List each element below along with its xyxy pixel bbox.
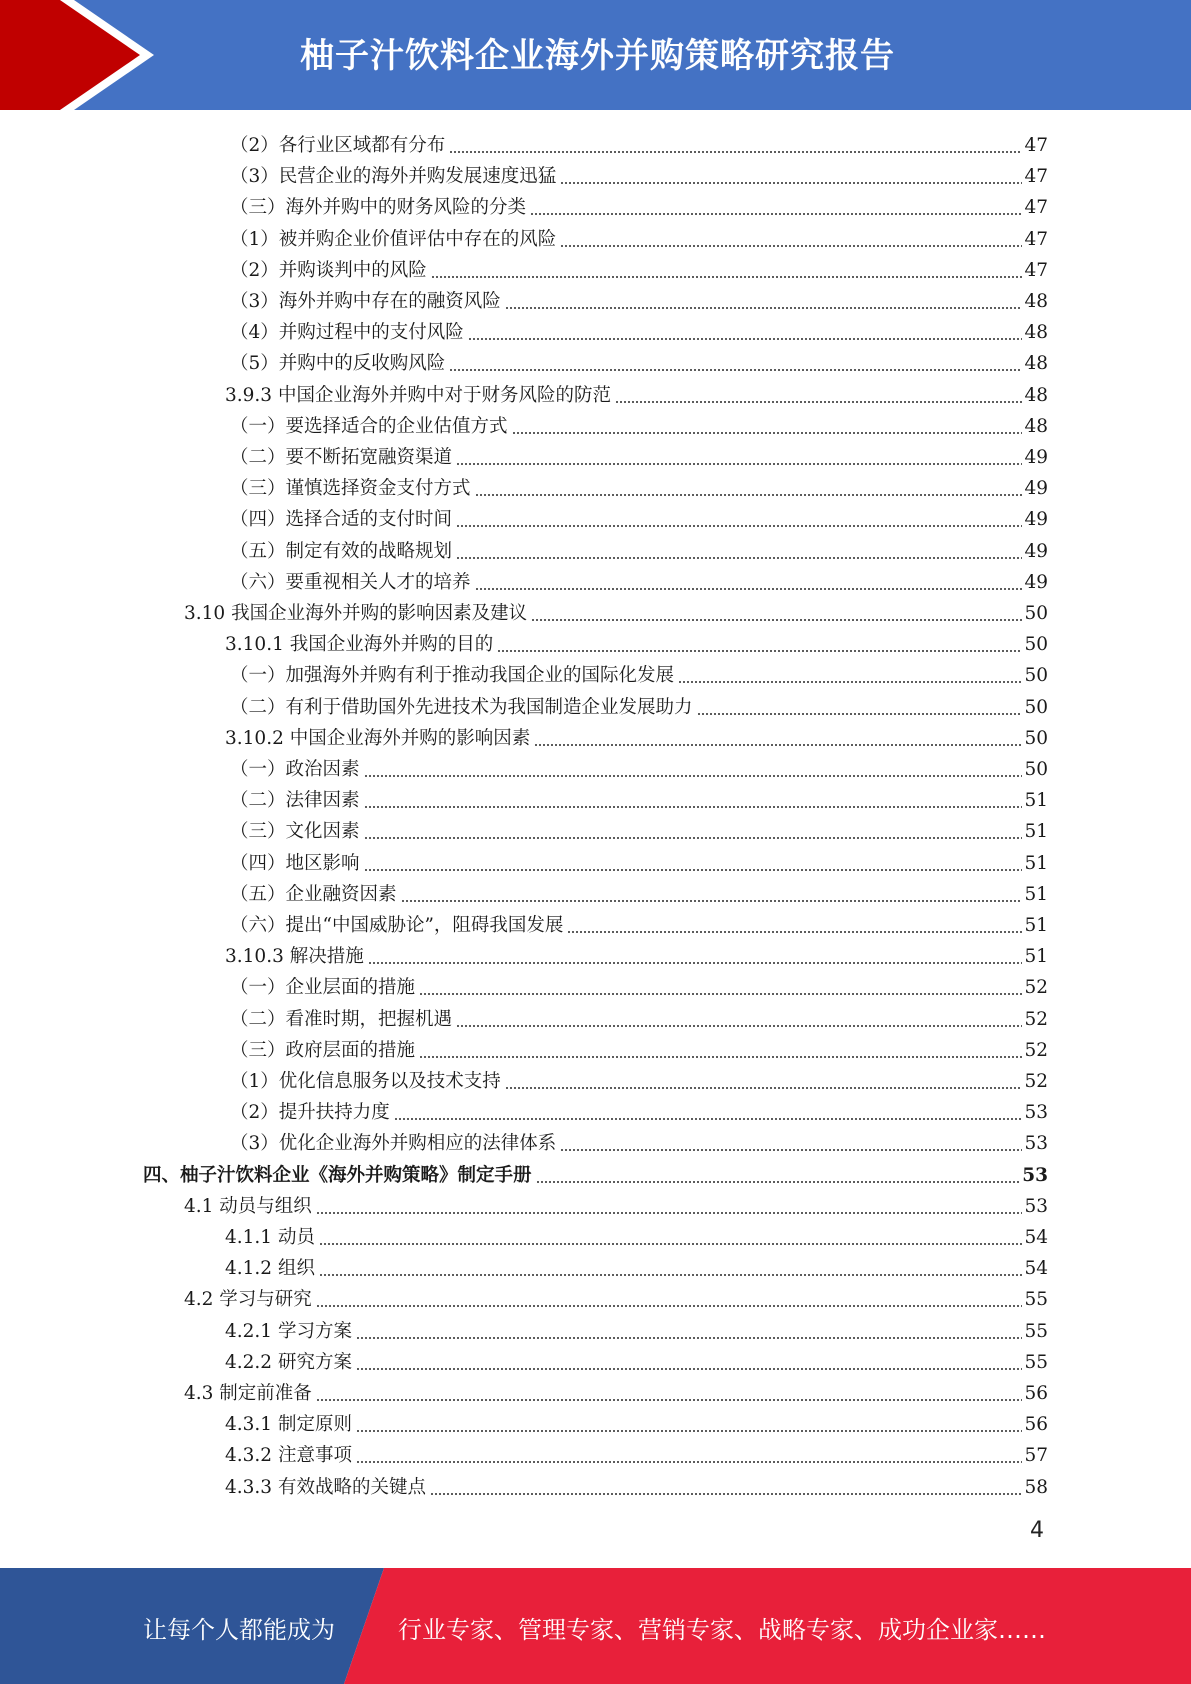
toc-entry[interactable] bbox=[225, 377, 1048, 408]
toc-entry-page: 49 bbox=[1024, 478, 1048, 500]
toc-leader-dots bbox=[368, 962, 1023, 964]
toc-entry-title: （四）地区影响 bbox=[230, 852, 360, 874]
toc-entry-page: 51 bbox=[1024, 821, 1048, 843]
toc-entry[interactable] bbox=[225, 626, 1048, 657]
toc-leader-dots bbox=[615, 401, 1022, 403]
toc-entry-page: 50 bbox=[1024, 634, 1048, 656]
toc-entry[interactable] bbox=[230, 501, 1048, 532]
toc-entry-page: 52 bbox=[1024, 1008, 1048, 1030]
toc-entry-page: 53 bbox=[1024, 1195, 1048, 1217]
toc-entry[interactable] bbox=[184, 1188, 1048, 1219]
toc-entry-page: 48 bbox=[1024, 322, 1048, 344]
toc-leader-dots bbox=[364, 775, 1023, 777]
toc-entry-page: 49 bbox=[1024, 447, 1048, 468]
toc-entry[interactable] bbox=[230, 1094, 1048, 1125]
toc-entry-title: （二）看准时期，把握机遇 bbox=[230, 1008, 453, 1030]
toc-entry-title: （1）优化信息服务以及技术支持 bbox=[230, 1071, 501, 1092]
toc-entry-page: 54 bbox=[1024, 1258, 1048, 1280]
toc-entry-page: 54 bbox=[1024, 1227, 1048, 1248]
toc-entry-title: （三）政府层面的措施 bbox=[230, 1039, 416, 1061]
toc-entry-page: 50 bbox=[1024, 759, 1048, 780]
toc-leader-dots bbox=[475, 588, 1023, 590]
toc-entry-title: （三）海外并购中的财务风险的分类 bbox=[230, 197, 527, 219]
document-title: 柚子汁饮料企业海外并购策略研究报告 bbox=[300, 36, 895, 76]
toc-entry-page: 49 bbox=[1024, 540, 1048, 562]
toc-entry-title: （3）民营企业的海外并购发展速度迅猛 bbox=[230, 166, 557, 188]
toc-entry[interactable] bbox=[225, 938, 1048, 969]
toc-entry[interactable] bbox=[230, 127, 1048, 158]
toc-entry-title: 4.3.2 注意事项 bbox=[225, 1445, 352, 1467]
toc-entry-title: （二）有利于借助国外先进技术为我国制造企业发展助力 bbox=[230, 696, 693, 718]
toc-entry[interactable] bbox=[225, 1469, 1048, 1500]
toc-leader-dots bbox=[319, 1274, 1023, 1276]
toc-leader-dots bbox=[419, 993, 1022, 995]
toc-entry-page: 47 bbox=[1024, 228, 1048, 250]
toc-entry-page: 56 bbox=[1024, 1414, 1048, 1436]
toc-leader-dots bbox=[697, 713, 1023, 715]
toc-leader-dots bbox=[431, 276, 1023, 278]
toc-entry-title: （1）被并购企业价值评估中存在的风险 bbox=[230, 228, 557, 250]
toc-entry-page: 51 bbox=[1024, 852, 1048, 874]
toc-entry-title: 4.2.2 研究方案 bbox=[225, 1351, 352, 1373]
toc-leader-dots bbox=[560, 182, 1022, 184]
toc-entry[interactable] bbox=[230, 283, 1048, 314]
toc-entry[interactable] bbox=[230, 782, 1048, 813]
toc-entry-title: （一）加强海外并购有利于推动我国企业的国际化发展 bbox=[230, 665, 675, 687]
toc-entry-page: 52 bbox=[1024, 1071, 1048, 1092]
toc-entry[interactable] bbox=[225, 1313, 1048, 1344]
page-footer bbox=[0, 1568, 1191, 1684]
toc-entry[interactable] bbox=[230, 1125, 1048, 1156]
toc-leader-dots bbox=[430, 1493, 1022, 1495]
toc-entry-page: 51 bbox=[1024, 790, 1048, 812]
toc-leader-dots bbox=[536, 1181, 1021, 1183]
toc-entry-page: 52 bbox=[1024, 1039, 1048, 1061]
toc-leader-dots bbox=[456, 557, 1022, 559]
toc-leader-dots bbox=[512, 432, 1023, 434]
toc-entry[interactable] bbox=[225, 720, 1048, 751]
toc-leader-dots bbox=[316, 1305, 1023, 1307]
toc-entry[interactable] bbox=[230, 689, 1048, 720]
toc-entry[interactable] bbox=[230, 1063, 1048, 1094]
toc-entry-page: 48 bbox=[1024, 415, 1048, 437]
toc-entry-title: （4）并购过程中的支付风险 bbox=[230, 322, 464, 344]
toc-entry-title: （五）制定有效的战略规划 bbox=[230, 540, 453, 562]
toc-entry[interactable] bbox=[184, 1375, 1048, 1406]
toc-entry-title: 4.3 制定前准备 bbox=[184, 1383, 312, 1404]
toc-leader-dots bbox=[567, 931, 1022, 933]
toc-entry-title: 3.9.3 中国企业海外并购中对于财务风险的防范 bbox=[225, 384, 611, 406]
toc-entry-page: 52 bbox=[1024, 977, 1048, 999]
toc-entry[interactable] bbox=[230, 564, 1048, 595]
toc-entry[interactable] bbox=[184, 595, 1048, 626]
toc-entry-title: 3.10.3 解决措施 bbox=[225, 946, 364, 968]
toc-entry[interactable] bbox=[225, 1344, 1048, 1375]
toc-entry-page: 49 bbox=[1024, 571, 1048, 593]
toc-leader-dots bbox=[456, 525, 1022, 527]
toc-entry-title: （六）提出“中国威胁论”，阻碍我国发展 bbox=[230, 915, 564, 936]
toc-entry-page: 48 bbox=[1024, 384, 1048, 406]
toc-entry-page: 58 bbox=[1024, 1476, 1048, 1498]
toc-entry-page: 55 bbox=[1024, 1351, 1048, 1373]
toc-entry[interactable] bbox=[225, 1219, 1048, 1250]
toc-entry-page: 51 bbox=[1024, 946, 1048, 968]
toc-entry-title: 3.10.1 我国企业海外并购的目的 bbox=[225, 634, 494, 656]
toc-entry-page: 51 bbox=[1024, 915, 1048, 936]
toc-entry-title: 四、柚子汁饮料企业《海外并购策略》制定手册 bbox=[143, 1164, 532, 1186]
toc-entry-page: 49 bbox=[1024, 509, 1048, 531]
toc-entry-title: （一）政治因素 bbox=[230, 759, 360, 780]
toc-entry-page: 48 bbox=[1024, 353, 1048, 375]
toc-entry-page: 47 bbox=[1024, 166, 1048, 188]
toc-entry[interactable] bbox=[230, 189, 1048, 220]
toc-entry-title: 3.10 我国企业海外并购的影响因素及建议 bbox=[184, 603, 528, 624]
toc-entry-title: 4.1 动员与组织 bbox=[184, 1195, 312, 1217]
toc-leader-dots bbox=[497, 650, 1022, 652]
toc-entry[interactable] bbox=[230, 252, 1048, 283]
toc-entry-title: （六）要重视相关人才的培养 bbox=[230, 571, 471, 593]
toc-leader-dots bbox=[475, 494, 1023, 496]
toc-entry[interactable] bbox=[230, 813, 1048, 844]
toc-entry[interactable] bbox=[143, 1157, 1048, 1188]
toc-entry[interactable] bbox=[230, 533, 1048, 564]
toc-leader-dots bbox=[449, 369, 1022, 371]
toc-entry[interactable] bbox=[230, 439, 1048, 470]
toc-entry[interactable] bbox=[230, 907, 1048, 938]
toc-entry-title: 3.10.2 中国企业海外并购的影响因素 bbox=[225, 727, 531, 749]
toc-entry[interactable] bbox=[230, 408, 1048, 439]
page-header bbox=[0, 0, 1191, 110]
toc-entry-title: （2）提升扶持力度 bbox=[230, 1102, 390, 1124]
toc-leader-dots bbox=[468, 338, 1023, 340]
toc-entry[interactable] bbox=[230, 1032, 1048, 1063]
toc-entry-page: 50 bbox=[1024, 603, 1048, 624]
toc-entry-page: 47 bbox=[1024, 197, 1048, 219]
toc-entry-title: 4.3.1 制定原则 bbox=[225, 1414, 352, 1436]
toc-entry[interactable] bbox=[230, 345, 1048, 376]
toc-entry-title: （三）谨慎选择资金支付方式 bbox=[230, 478, 471, 500]
toc-leader-dots bbox=[449, 151, 1022, 153]
toc-entry[interactable] bbox=[230, 314, 1048, 345]
toc-leader-dots bbox=[560, 245, 1022, 247]
toc-leader-dots bbox=[364, 806, 1023, 808]
toc-leader-dots bbox=[505, 307, 1023, 309]
toc-leader-dots bbox=[356, 1368, 1023, 1370]
footer-slogan-left: 让每个人都能成为 bbox=[143, 1616, 335, 1644]
toc-entry-page: 50 bbox=[1024, 727, 1048, 749]
toc-entry-page: 53 bbox=[1024, 1102, 1048, 1124]
toc-leader-dots bbox=[534, 744, 1022, 746]
toc-leader-dots bbox=[364, 869, 1023, 871]
toc-leader-dots bbox=[356, 1461, 1023, 1463]
toc-entry-page: 53 bbox=[1024, 1133, 1048, 1155]
toc-entry-page: 57 bbox=[1024, 1445, 1048, 1467]
toc-entry[interactable] bbox=[230, 470, 1048, 501]
toc-entry-page: 48 bbox=[1024, 291, 1048, 312]
toc-entry-title: （一）企业层面的措施 bbox=[230, 977, 416, 999]
toc-leader-dots bbox=[419, 1056, 1022, 1058]
toc-entry-page: 56 bbox=[1024, 1383, 1048, 1404]
toc-entry-title: （2）各行业区域都有分布 bbox=[230, 135, 446, 156]
toc-entry-title: （3）海外并购中存在的融资风险 bbox=[230, 291, 501, 312]
toc-entry-page: 50 bbox=[1024, 665, 1048, 687]
toc-entry[interactable] bbox=[230, 969, 1048, 1000]
toc-entry-title: （三）文化因素 bbox=[230, 821, 360, 843]
toc-entry[interactable] bbox=[230, 751, 1048, 782]
toc-leader-dots bbox=[531, 619, 1022, 621]
toc-entry-page: 53 bbox=[1022, 1164, 1048, 1186]
toc-leader-dots bbox=[316, 1212, 1023, 1214]
toc-entry[interactable] bbox=[230, 876, 1048, 907]
toc-entry[interactable] bbox=[225, 1406, 1048, 1437]
toc-entry-title: （五）企业融资因素 bbox=[230, 883, 397, 905]
toc-entry-title: 4.3.3 有效战略的关键点 bbox=[225, 1476, 426, 1498]
toc-entry[interactable] bbox=[230, 1001, 1048, 1032]
toc-entry[interactable] bbox=[225, 1437, 1048, 1468]
toc-leader-dots bbox=[356, 1430, 1023, 1432]
toc-entry-page: 55 bbox=[1024, 1289, 1048, 1311]
toc-entry-title: （一）要选择适合的企业估值方式 bbox=[230, 415, 508, 437]
toc-leader-dots bbox=[316, 1399, 1023, 1401]
toc-leader-dots bbox=[364, 837, 1023, 839]
toc-entry-title: （四）选择合适的支付时间 bbox=[230, 509, 453, 531]
toc-entry-title: （3）优化企业海外并购相应的法律体系 bbox=[230, 1133, 557, 1155]
toc-leader-dots bbox=[401, 900, 1023, 902]
toc-entry[interactable] bbox=[230, 158, 1048, 189]
toc-entry[interactable] bbox=[225, 1250, 1048, 1281]
toc-entry[interactable] bbox=[184, 1281, 1048, 1312]
toc-entry-title: 4.2.1 学习方案 bbox=[225, 1320, 352, 1342]
toc-leader-dots bbox=[560, 1149, 1022, 1151]
toc-entry[interactable] bbox=[230, 221, 1048, 252]
toc-leader-dots bbox=[356, 1337, 1023, 1339]
toc-entry[interactable] bbox=[230, 845, 1048, 876]
footer-slogan-right: 行业专家、管理专家、营销专家、战略专家、成功企业家…… bbox=[398, 1616, 1046, 1644]
toc-leader-dots bbox=[456, 1025, 1022, 1027]
toc-entry-title: 4.2 学习与研究 bbox=[184, 1289, 312, 1311]
toc-entry-title: （二）要不断拓宽融资渠道 bbox=[230, 447, 453, 468]
toc-entry-title: 4.1.2 组织 bbox=[225, 1258, 315, 1280]
toc-entry-title: （二）法律因素 bbox=[230, 790, 360, 812]
toc-leader-dots bbox=[505, 1087, 1023, 1089]
toc-entry-page: 50 bbox=[1024, 696, 1048, 718]
toc-entry-title: （2）并购谈判中的风险 bbox=[230, 259, 427, 281]
toc-leader-dots bbox=[678, 681, 1022, 683]
toc-entry-page: 47 bbox=[1024, 135, 1048, 156]
toc-leader-dots bbox=[394, 1118, 1023, 1120]
toc-leader-dots bbox=[456, 463, 1022, 465]
toc-entry-title: 4.1.1 动员 bbox=[225, 1227, 315, 1248]
toc-entry[interactable] bbox=[230, 657, 1048, 688]
toc-entry-page: 47 bbox=[1024, 259, 1048, 281]
toc-entry-title: （5）并购中的反收购风险 bbox=[230, 353, 446, 375]
toc-leader-dots bbox=[530, 213, 1022, 215]
toc-leader-dots bbox=[319, 1243, 1023, 1245]
page-number: 4 bbox=[1030, 1518, 1044, 1543]
toc-entry-page: 55 bbox=[1024, 1320, 1048, 1342]
toc-entry-page: 51 bbox=[1024, 883, 1048, 905]
